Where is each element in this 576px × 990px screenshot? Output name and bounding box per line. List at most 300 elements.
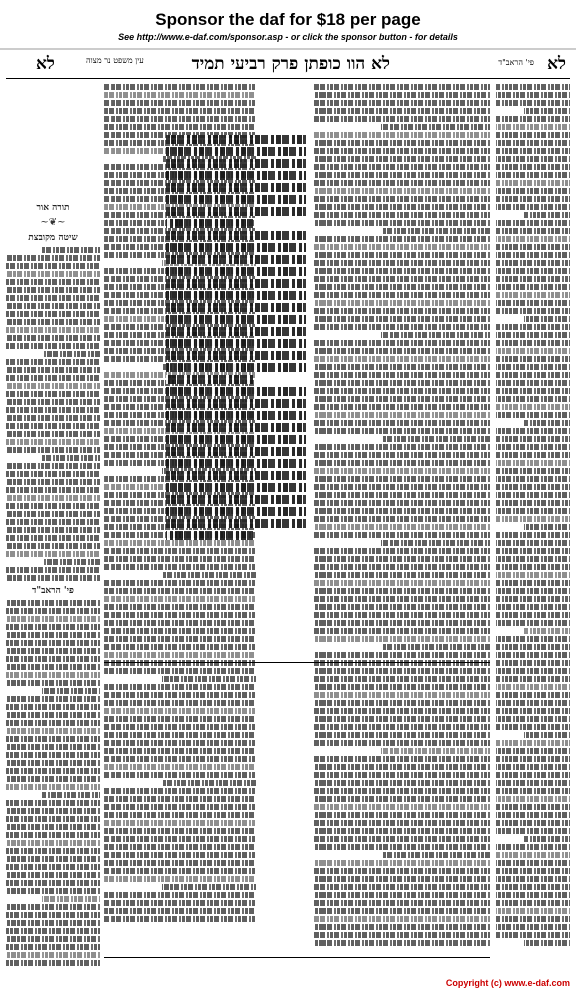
text-line	[496, 228, 570, 234]
text-line	[314, 572, 490, 578]
text-line	[314, 212, 490, 218]
text-line	[314, 324, 490, 330]
text-line	[166, 435, 306, 444]
text-line	[314, 308, 490, 314]
text-line	[162, 780, 256, 786]
text-line	[6, 656, 100, 662]
text-line	[104, 892, 256, 898]
text-line	[314, 636, 490, 642]
sponsor-banner[interactable]	[0, 0, 576, 50]
text-line	[314, 692, 490, 698]
text-line	[314, 892, 490, 898]
text-line	[6, 263, 100, 269]
text-line	[166, 339, 306, 348]
text-line	[6, 367, 100, 373]
text-line	[496, 468, 570, 474]
text-line	[314, 820, 490, 826]
text-line	[496, 516, 570, 522]
text-line	[314, 580, 490, 586]
text-line	[496, 556, 570, 562]
text-line	[104, 644, 256, 650]
text-line	[496, 724, 570, 730]
text-line	[496, 324, 570, 330]
text-line	[104, 732, 256, 738]
text-line	[496, 588, 570, 594]
text-line	[496, 844, 570, 850]
text-line	[496, 580, 570, 586]
text-line	[496, 460, 570, 466]
talmud-page	[6, 52, 570, 976]
text-line	[166, 483, 306, 492]
text-line	[104, 564, 256, 570]
sponsor-title[interactable]: Sponsor the daf for $18 per page	[155, 10, 421, 29]
text-line	[496, 860, 570, 866]
text-line	[496, 444, 570, 450]
text-line	[496, 364, 570, 370]
text-line	[496, 884, 570, 890]
text-line	[496, 892, 570, 898]
text-line	[42, 688, 100, 694]
text-line	[314, 364, 490, 370]
text-line	[496, 172, 570, 178]
text-line	[314, 612, 490, 618]
text-line	[314, 756, 490, 762]
text-line	[496, 476, 570, 482]
text-line	[166, 459, 306, 468]
text-line	[6, 624, 100, 630]
text-line	[104, 852, 256, 858]
text-line	[314, 260, 490, 266]
text-line	[104, 556, 256, 562]
text-line	[6, 648, 100, 654]
text-line	[314, 116, 490, 122]
text-line	[496, 308, 570, 314]
text-line	[104, 916, 256, 922]
left-margin-column	[6, 82, 100, 966]
text-line	[6, 383, 100, 389]
text-line	[104, 796, 256, 802]
text-line	[166, 219, 253, 228]
text-line	[496, 404, 570, 410]
text-line	[166, 159, 306, 168]
text-line	[496, 436, 570, 442]
text-line	[314, 316, 490, 322]
text-line	[496, 396, 570, 402]
text-line	[314, 772, 490, 778]
text-line	[314, 404, 490, 410]
text-line	[381, 124, 490, 130]
text-line	[6, 888, 100, 894]
text-line	[496, 236, 570, 242]
text-line	[166, 447, 306, 456]
text-line	[104, 692, 256, 698]
text-line	[166, 147, 306, 156]
text-line	[6, 343, 100, 349]
text-line	[6, 752, 100, 758]
text-line	[6, 295, 100, 301]
text-line	[104, 804, 256, 810]
text-line	[496, 484, 570, 490]
commentary-divider	[104, 662, 490, 663]
header-rule	[6, 78, 570, 79]
text-line	[6, 872, 100, 878]
text-line	[314, 476, 490, 482]
text-line	[6, 912, 100, 918]
text-line	[6, 487, 100, 493]
text-line	[6, 600, 100, 606]
text-line	[496, 92, 570, 98]
text-line	[166, 207, 306, 216]
text-line	[104, 116, 256, 122]
text-line	[496, 100, 570, 106]
text-line	[496, 924, 570, 930]
text-line	[496, 284, 570, 290]
text-line	[104, 92, 256, 98]
text-line	[6, 479, 100, 485]
text-line	[6, 952, 100, 958]
text-line	[166, 387, 306, 396]
text-line	[314, 188, 490, 194]
text-line	[6, 712, 100, 718]
text-line	[6, 575, 100, 581]
text-line	[496, 812, 570, 818]
text-line	[496, 84, 570, 90]
text-line	[166, 231, 306, 240]
text-line	[496, 796, 570, 802]
text-line	[6, 936, 100, 942]
text-line	[314, 292, 490, 298]
text-line	[314, 276, 490, 282]
text-line	[314, 796, 490, 802]
text-line	[166, 279, 306, 288]
text-line	[496, 684, 570, 690]
rashi-column	[314, 82, 490, 966]
text-line	[42, 247, 100, 253]
text-line	[314, 804, 490, 810]
text-line	[314, 356, 490, 362]
text-line	[6, 848, 100, 854]
text-line	[314, 412, 490, 418]
text-line	[496, 692, 570, 698]
text-line	[6, 840, 100, 846]
text-line	[314, 708, 490, 714]
torah-or-label: תורה אור	[36, 203, 70, 213]
text-line	[314, 108, 490, 114]
text-line	[162, 676, 256, 682]
text-line	[6, 567, 100, 573]
text-line	[496, 332, 570, 338]
text-line	[6, 407, 100, 413]
text-line	[104, 108, 256, 114]
text-line	[496, 908, 570, 914]
text-line	[6, 720, 100, 726]
text-line	[6, 311, 100, 317]
text-line	[496, 348, 570, 354]
text-line	[42, 351, 100, 357]
text-line	[6, 391, 100, 397]
text-line	[314, 828, 490, 834]
text-line	[524, 732, 570, 738]
text-line	[381, 644, 490, 650]
text-line	[496, 644, 570, 650]
text-line	[524, 836, 570, 842]
text-line	[496, 852, 570, 858]
text-line	[104, 876, 256, 882]
text-line	[104, 708, 256, 714]
text-line	[314, 548, 490, 554]
text-line	[104, 548, 256, 554]
text-line	[166, 135, 306, 144]
text-line	[496, 124, 570, 130]
copyright-link[interactable]: Copyright (c) www.e-daf.com	[445, 978, 570, 988]
text-line	[314, 764, 490, 770]
shita-mekubetzet-label: שיטה מקובצת	[28, 233, 78, 243]
text-line	[496, 748, 570, 754]
text-line	[496, 452, 570, 458]
text-line	[104, 772, 256, 778]
text-line	[314, 900, 490, 906]
text-line	[6, 776, 100, 782]
text-line	[496, 340, 570, 346]
text-line	[524, 212, 570, 218]
text-line	[314, 508, 490, 514]
text-line	[104, 612, 256, 618]
text-line	[496, 548, 570, 554]
text-line	[104, 100, 256, 106]
text-line	[381, 540, 490, 546]
text-line	[162, 572, 256, 578]
text-line	[6, 503, 100, 509]
text-line	[314, 876, 490, 882]
text-line	[6, 359, 100, 365]
text-line	[314, 460, 490, 466]
text-line	[314, 380, 490, 386]
text-line	[496, 372, 570, 378]
text-line	[6, 808, 100, 814]
text-line	[314, 244, 490, 250]
text-line	[104, 660, 256, 666]
text-line	[496, 636, 570, 642]
text-line	[104, 740, 256, 746]
text-line	[496, 868, 570, 874]
text-line	[314, 492, 490, 498]
text-line	[42, 896, 100, 902]
text-line	[314, 556, 490, 562]
text-line	[42, 792, 100, 798]
text-line	[6, 287, 100, 293]
text-line	[6, 864, 100, 870]
text-line	[6, 816, 100, 822]
text-line	[314, 716, 490, 722]
text-line	[314, 908, 490, 914]
text-line	[496, 876, 570, 882]
text-line	[496, 716, 570, 722]
text-line	[314, 676, 490, 682]
text-line	[104, 628, 256, 634]
text-line	[314, 620, 490, 626]
text-line	[496, 764, 570, 770]
text-line	[496, 492, 570, 498]
text-line	[496, 540, 570, 546]
text-line	[314, 204, 490, 210]
text-line	[166, 423, 306, 432]
text-line	[496, 116, 570, 122]
text-line	[6, 519, 100, 525]
text-line	[314, 516, 490, 522]
text-line	[6, 664, 100, 670]
text-line	[6, 880, 100, 886]
text-line	[496, 508, 570, 514]
text-line	[314, 100, 490, 106]
text-line	[6, 303, 100, 309]
gemara-text	[166, 132, 306, 542]
text-line	[6, 543, 100, 549]
text-line	[496, 292, 570, 298]
text-line	[6, 279, 100, 285]
text-line	[496, 612, 570, 618]
text-line	[104, 788, 256, 794]
text-line	[6, 319, 100, 325]
text-line	[496, 756, 570, 762]
text-line	[314, 500, 490, 506]
text-line	[6, 672, 100, 678]
text-line	[104, 724, 256, 730]
text-line	[314, 180, 490, 186]
ornament-divider: ~❦~	[40, 217, 66, 228]
text-line	[314, 300, 490, 306]
text-line	[314, 524, 490, 530]
text-line	[166, 255, 306, 264]
text-line	[6, 632, 100, 638]
text-line	[496, 668, 570, 674]
text-line	[496, 252, 570, 258]
text-line	[381, 228, 490, 234]
text-line	[6, 768, 100, 774]
text-line	[496, 820, 570, 826]
text-line	[314, 596, 490, 602]
text-line	[104, 596, 256, 602]
text-line	[496, 132, 570, 138]
text-line	[104, 652, 256, 658]
text-line	[6, 736, 100, 742]
text-line	[496, 268, 570, 274]
text-line	[6, 728, 100, 734]
text-line	[314, 532, 490, 538]
text-line	[314, 484, 490, 490]
text-line	[104, 844, 256, 850]
text-line	[166, 171, 306, 180]
text-line	[381, 436, 490, 442]
text-line	[6, 680, 100, 686]
ein-mishpat-label: עין משפט נר מצוה	[86, 56, 144, 65]
text-line	[496, 388, 570, 394]
text-line	[104, 700, 256, 706]
text-line	[104, 604, 256, 610]
text-line	[314, 148, 490, 154]
perush-raavad-label: פי' הראב"ד	[32, 586, 74, 596]
text-line	[314, 268, 490, 274]
text-line	[166, 399, 306, 408]
text-line	[496, 276, 570, 282]
text-line	[496, 708, 570, 714]
text-line	[104, 636, 256, 642]
text-line	[314, 788, 490, 794]
text-line	[524, 108, 570, 114]
text-line	[496, 356, 570, 362]
text-line	[6, 704, 100, 710]
text-line	[496, 564, 570, 570]
text-line	[496, 804, 570, 810]
text-line	[6, 535, 100, 541]
text-line	[104, 748, 256, 754]
text-line	[314, 252, 490, 258]
text-line	[104, 716, 256, 722]
raavad-header-label: פי' הראב"ד	[498, 58, 534, 67]
text-line	[381, 748, 490, 754]
text-line	[6, 920, 100, 926]
text-line	[104, 684, 256, 690]
text-line	[314, 196, 490, 202]
text-line	[314, 444, 490, 450]
text-line	[314, 652, 490, 658]
text-line	[314, 564, 490, 570]
text-line	[314, 132, 490, 138]
text-line	[166, 363, 306, 372]
text-line	[496, 204, 570, 210]
text-line	[314, 92, 490, 98]
text-line	[496, 412, 570, 418]
text-line	[166, 507, 306, 516]
text-line	[6, 640, 100, 646]
text-line	[496, 180, 570, 186]
text-line	[314, 156, 490, 162]
text-line	[104, 828, 256, 834]
text-line	[314, 660, 490, 666]
text-line	[104, 84, 256, 90]
text-line	[496, 140, 570, 146]
text-line	[496, 244, 570, 250]
text-line	[6, 447, 100, 453]
text-line	[166, 471, 306, 480]
text-line	[314, 140, 490, 146]
text-line	[166, 243, 306, 252]
text-line	[6, 463, 100, 469]
text-line	[496, 164, 570, 170]
text-line	[314, 884, 490, 890]
text-line	[166, 519, 306, 528]
text-line	[6, 375, 100, 381]
text-line	[496, 676, 570, 682]
text-line	[496, 596, 570, 602]
text-line	[104, 900, 256, 906]
text-line	[496, 156, 570, 162]
text-line	[314, 164, 490, 170]
text-line	[496, 700, 570, 706]
text-line	[496, 916, 570, 922]
text-line	[104, 620, 256, 626]
page-number-right: לא	[547, 54, 566, 74]
text-line	[524, 316, 570, 322]
text-line	[6, 399, 100, 405]
text-line	[104, 812, 256, 818]
text-line	[496, 428, 570, 434]
text-line	[496, 188, 570, 194]
text-line	[496, 300, 570, 306]
text-line	[314, 940, 490, 946]
text-line	[314, 684, 490, 690]
sponsor-subtitle[interactable]: See http://www.e-daf.com/sponsor.asp - or click the sponsor button - for details	[118, 32, 458, 42]
text-line	[314, 372, 490, 378]
